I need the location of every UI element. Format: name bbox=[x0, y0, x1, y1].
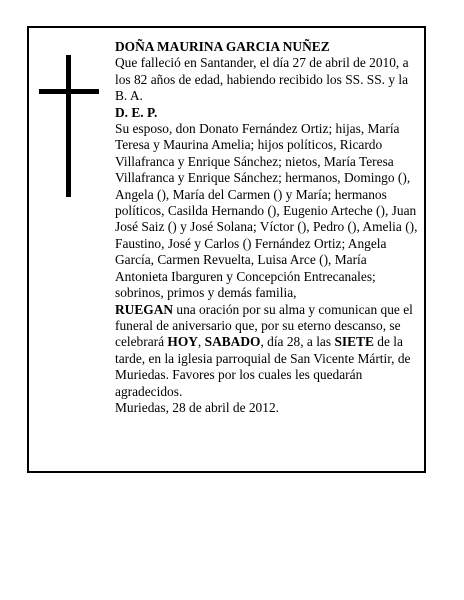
hour-word: SIETE bbox=[334, 334, 374, 350]
request-text-1: una oración por su alma y comunican que el funeral de aniversario que, por su eterno descanso, se celebrará bbox=[115, 301, 413, 350]
notice-text bbox=[115, 39, 418, 416]
place-date: Muriedas, 28 de abril de 2012. bbox=[115, 399, 279, 415]
death-info: Que falleció en Santander, el día 27 de abril de 2010, a los 82 años de edad, habiendo recibido los SS. SS. y la B. A. bbox=[115, 55, 409, 104]
rip-line: D. E. P. bbox=[115, 104, 158, 120]
family-list: Su esposo, don Donato Fernández Ortiz; hijas, María Teresa y Maurina Amelia; hijos políticos, Ricardo Villafranca y Enrique Sánchez; nietos, María Teresa Villafranca y Enrique Sánchez; hermanos, Domingo (), Angela (), María del Carmen () y María; hermanos políticos, Casilda Hernando (), Eugenio Arteche (), Juan José Saiz () y José Solana; Víctor (), Pedro (), Amelia (), Faustino, José y Carlos () Fernández Ortiz; Angela García, Carmen Revuelta, Luisa Arce (), María Antonieta Ibarguren y Concepción Entrecanales; sobrinos, primos y demás familia, bbox=[115, 121, 418, 301]
today-word: HOY bbox=[167, 334, 198, 350]
request-paragraph bbox=[115, 302, 418, 400]
obituary-notice bbox=[27, 26, 426, 473]
cross-horizontal-bar bbox=[39, 89, 99, 94]
request-verb: RUEGAN bbox=[115, 301, 174, 317]
saturday-word: SABADO bbox=[204, 334, 261, 350]
deceased-name: DOÑA MAURINA GARCIA NUÑEZ bbox=[115, 39, 330, 54]
comma-separator: , bbox=[197, 334, 205, 350]
cross-icon bbox=[39, 55, 99, 197]
request-text-3: de la tarde, en la iglesia parroquial de San Vicente Mártir, de Muriedas. Favores por los cuales les quedarán agradecidos. bbox=[115, 334, 411, 399]
cross-vertical-bar bbox=[66, 55, 71, 197]
request-text-2: , día 28, a las bbox=[260, 334, 335, 350]
